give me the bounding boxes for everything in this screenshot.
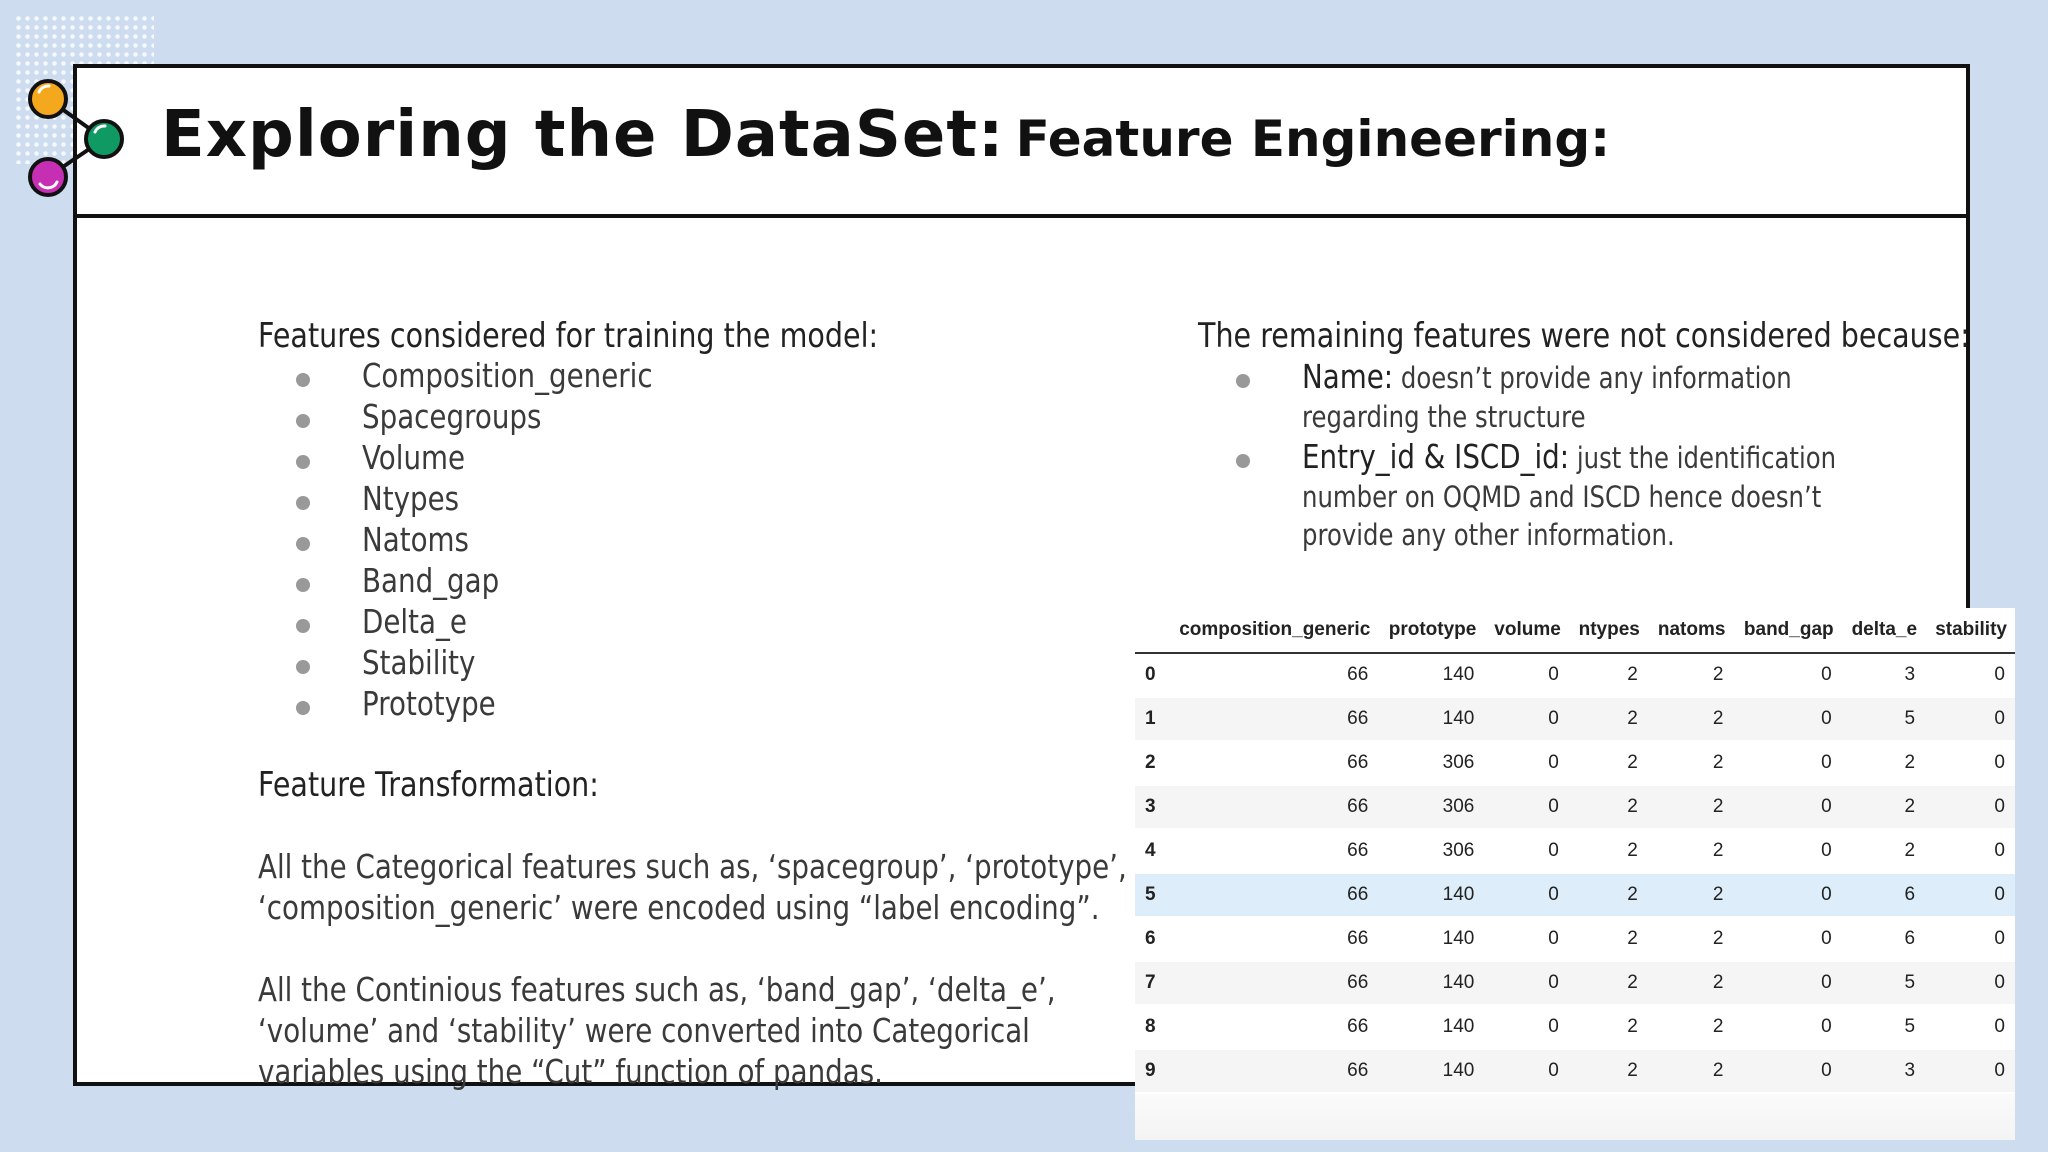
table-cell: 2 [1569,829,1648,873]
column-header: natoms [1648,608,1734,653]
feature-label: Spacegroups [362,397,542,436]
table-cell: 0 [1484,829,1568,873]
table-cell: 66 [1166,873,1378,917]
table-cell: 2 [1648,741,1734,785]
table-cell: 2 [1648,653,1734,697]
table-cell: 66 [1166,829,1378,873]
table-row [1135,741,2015,785]
table-cell: 2 [1648,917,1734,961]
table-cell: 0 [1925,697,2015,741]
table-cell: 5 [1842,1005,1925,1049]
table-cell: 140 [1378,1005,1484,1049]
table-cell: 0 [1925,741,2015,785]
paragraph-line: All the Continious features such as, ‘band_gap’, ‘delta_e’, [258,970,1056,1009]
table-cell: 0 [1484,1005,1568,1049]
table-row [1135,653,2015,697]
table-row [1135,1005,2015,1049]
table-row [1135,829,2015,873]
table-cell: 306 [1378,785,1484,829]
table-cell: 0 [1925,829,2015,873]
table-cell: 66 [1166,1005,1378,1049]
reason-term: Name: [1302,357,1394,396]
table-body [1135,653,2015,1093]
bullet-icon [296,414,310,428]
table-cell: 0 [1733,829,1841,873]
list-item [1227,358,1992,436]
row-index: 4 [1135,829,1166,873]
table-cell: 2 [1648,785,1734,829]
table-cell: 2 [1842,741,1925,785]
table-cell: 2 [1569,1049,1648,1093]
table-cell: 0 [1733,917,1841,961]
table-cell: 2 [1842,829,1925,873]
table-cell: 0 [1733,653,1841,697]
reason-description: doesn’t provide any information regarding the structure [1302,361,1792,434]
bullet-icon [296,537,310,551]
table-cell: 0 [1733,873,1841,917]
row-index: 9 [1135,1049,1166,1093]
slide-frame [73,64,2007,1091]
table-cell: 66 [1166,697,1378,741]
dataframe-preview [1135,608,2015,1140]
table-cell: 5 [1842,697,1925,741]
reason-description: just the identification number on OQMD and ISCD hence doesn’t provide any other information. [1302,441,1837,552]
table-cell: 0 [1484,785,1568,829]
table-cell: 0 [1484,741,1568,785]
table-cell: 66 [1166,653,1378,697]
row-index: 5 [1135,873,1166,917]
table-cell: 140 [1378,873,1484,917]
feature-label: Natoms [362,520,470,559]
column-header: volume [1484,608,1568,653]
table-cell: 66 [1166,741,1378,785]
connector-nodes-icon [0,0,130,210]
table-cell: 306 [1378,829,1484,873]
column-header: stability [1925,608,2015,653]
table-cell: 0 [1733,697,1841,741]
feature-label: Band_gap [362,561,500,600]
table-row [1135,873,2015,917]
column-header: band_gap [1733,608,1841,653]
feature-label: Volume [362,438,466,477]
feature-label: Stability [362,643,476,682]
table-row [1135,1049,2015,1093]
table-cell: 0 [1925,873,2015,917]
row-index: 3 [1135,785,1166,829]
table-cell: 66 [1166,961,1378,1005]
table-cell: 0 [1925,1049,2015,1093]
table-cell: 0 [1733,1005,1841,1049]
row-index: 6 [1135,917,1166,961]
table-cell: 3 [1842,1049,1925,1093]
table-cell: 0 [1733,741,1841,785]
table-cell: 2 [1648,961,1734,1005]
table-cell: 0 [1925,1005,2015,1049]
column-header: composition_generic [1166,608,1378,653]
table-cell: 2 [1569,873,1648,917]
bullet-icon [1236,454,1250,468]
list-item [1227,438,1992,555]
table-cell: 2 [1648,1049,1734,1093]
bullet-icon [296,701,310,715]
table-cell: 66 [1166,785,1378,829]
row-index: 8 [1135,1005,1166,1049]
slide-title [161,98,1610,172]
bullet-icon [296,660,310,674]
table-cell: 2 [1648,873,1734,917]
node-magenta-icon [30,159,66,195]
bullet-icon [296,496,310,510]
table-cell: 5 [1842,961,1925,1005]
feature-label: Delta_e [362,602,467,641]
table-cell: 140 [1378,961,1484,1005]
column-header: prototype [1378,608,1484,653]
table-cell: 2 [1569,785,1648,829]
paragraph-line: ‘volume’ and ‘stability’ were converted into Categorical [258,1011,1030,1050]
reason-term: Entry_id & ISCD_id: [1302,437,1570,476]
table-cell: 0 [1925,785,2015,829]
table-cell: 140 [1378,1049,1484,1093]
title-bar [77,68,1966,218]
excluded-heading: The remaining features were not considered because: [1198,316,1970,356]
bullet-icon [296,373,310,387]
feature-label: Composition_generic [362,356,653,395]
table-cell: 2 [1842,785,1925,829]
table-cell: 0 [1733,961,1841,1005]
bullet-icon [296,619,310,633]
transformation-heading: Feature Transformation: [258,765,599,805]
reason-text [1302,358,1882,436]
feature-label: Ntypes [362,479,460,518]
categorical-paragraph [258,846,1127,928]
table-cell: 140 [1378,697,1484,741]
table-cell: 2 [1648,829,1734,873]
table-cell: 0 [1484,873,1568,917]
table-cell: 0 [1484,917,1568,961]
column-header: delta_e [1842,608,1925,653]
table-cell: 306 [1378,741,1484,785]
table-cell: 2 [1569,697,1648,741]
data-table [1135,608,2015,1094]
table-cell: 2 [1648,1005,1734,1049]
paragraph-line: All the Categorical features such as, ‘spacegroup’, ‘prototype’, [258,847,1127,886]
reason-list [1227,358,1992,557]
table-cell: 0 [1484,653,1568,697]
table-cell: 0 [1733,1049,1841,1093]
bullet-icon [296,455,310,469]
table-cell: 0 [1925,653,2015,697]
title-sub: Feature Engineering: [1015,110,1611,168]
table-row [1135,961,2015,1005]
feature-label: Prototype [362,684,496,723]
paragraph-line: ‘composition_generic’ were encoded using “label encoding”. [258,888,1100,927]
table-cell: 140 [1378,653,1484,697]
table-row [1135,917,2015,961]
table-cell: 66 [1166,917,1378,961]
table-cell: 0 [1925,961,2015,1005]
features-heading: Features considered for training the model: [258,316,879,356]
table-cell: 0 [1484,697,1568,741]
table-cell: 0 [1925,917,2015,961]
table-row [1135,697,2015,741]
table-cell: 2 [1569,741,1648,785]
continuous-paragraph [258,969,1056,1092]
table-cell: 0 [1484,961,1568,1005]
table-cell: 0 [1733,785,1841,829]
table-cell: 66 [1166,1049,1378,1093]
index-header [1135,608,1166,653]
table-cell: 6 [1842,873,1925,917]
table-cell: 2 [1648,697,1734,741]
paragraph-line: variables using the “Cut” function of pandas. [258,1052,883,1091]
bullet-icon [1236,374,1250,388]
title-main: Exploring the DataSet: [161,98,1005,172]
bullet-icon [296,578,310,592]
table-cell: 2 [1569,1005,1648,1049]
row-index: 7 [1135,961,1166,1005]
table-row [1135,785,2015,829]
table-cell: 3 [1842,653,1925,697]
row-index: 0 [1135,653,1166,697]
table-cell: 2 [1569,961,1648,1005]
table-cell: 140 [1378,917,1484,961]
table-cell: 2 [1569,917,1648,961]
column-header: ntypes [1569,608,1648,653]
table-cell: 2 [1569,653,1648,697]
row-index: 2 [1135,741,1166,785]
table-cell: 0 [1484,1049,1568,1093]
row-index: 1 [1135,697,1166,741]
table-cell: 6 [1842,917,1925,961]
reason-text [1302,438,1882,555]
table-header-row [1135,608,2015,653]
